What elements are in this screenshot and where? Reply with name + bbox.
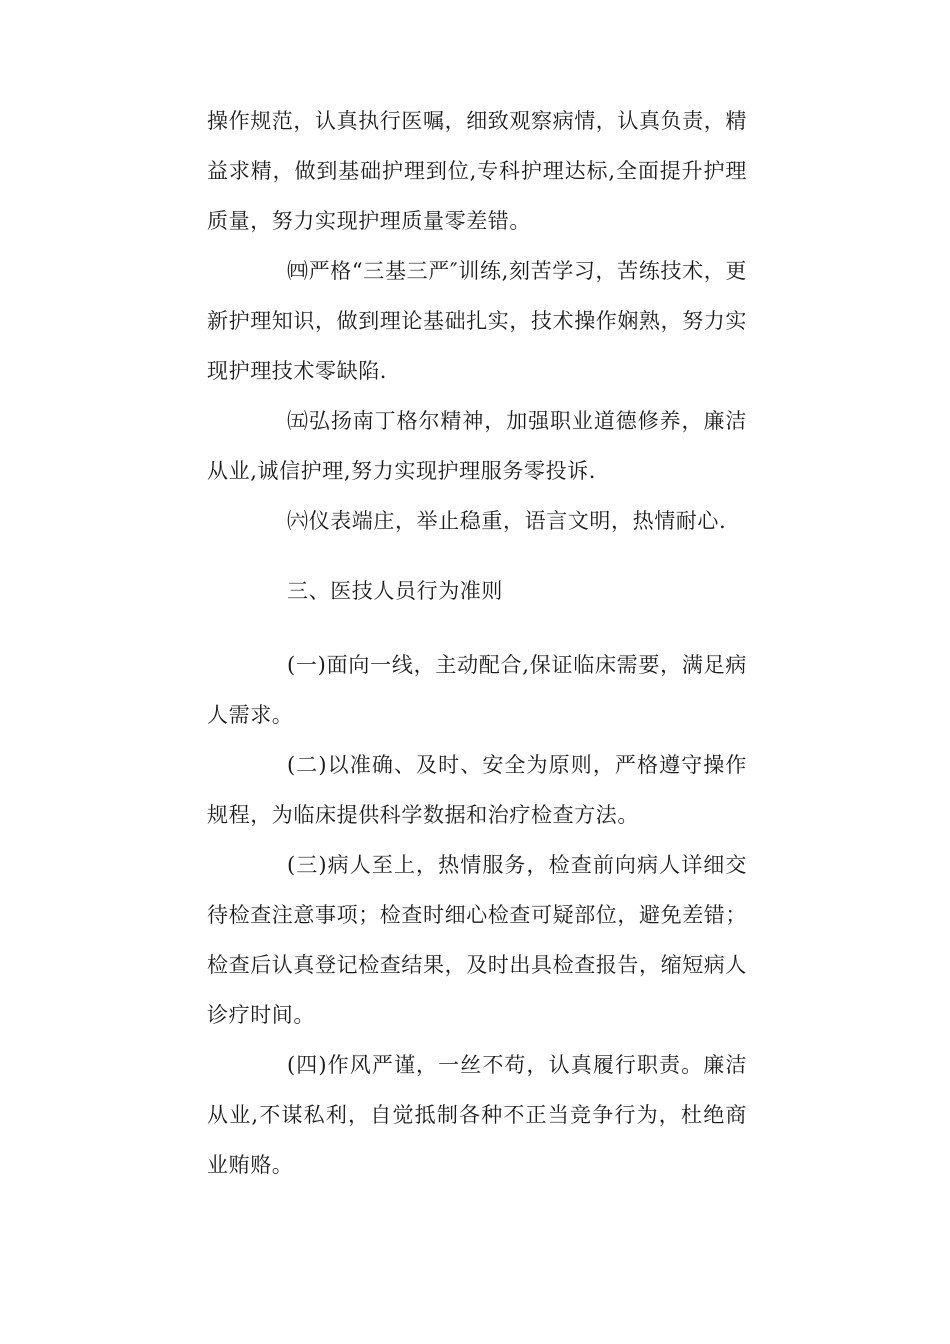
paragraph-a4: ㈥仪表端庄，举止稳重，语言文明，热情耐心. — [287, 509, 727, 533]
section-heading: 三、医技人员行为准则 — [287, 579, 503, 603]
paragraph-a3: ㈤弘扬南丁格尔精神，加强职业道德修养，廉洁从业,诚信护理,努力实现护理服务零投诉. — [207, 409, 747, 483]
paragraph-a1: 操作规范，认真执行医嘱，细致观察病情，认真负责，精益求精，做到基础护理到位,专科护理达标,全面提升护理质量，努力实现护理质量零差错。 — [207, 109, 747, 233]
paragraph-a2: ㈣严格“三基三严″训练,刻苦学习，苦练技术，更新护理知识，做到理论基础扎实，技术操作娴熟，努力实现护理技术零缺陷. — [207, 259, 747, 383]
paragraph-b4: (四)作风严谨，一丝不苟，认真履行职责。廉洁从业,不谋私利，自觉抵制各种不正当竞争行为，杜绝商业贿赂。 — [207, 1053, 747, 1177]
paragraph-b3: (三)病人至上，热情服务，检查前向病人详细交待检查注意事项；检查时细心检查可疑部位，避免差错；检查后认真登记检查结果，及时出具检查报告，缩短病人诊疗时间。 — [207, 853, 747, 1027]
section-b-body — [207, 640, 747, 1190]
paragraph-b2: (二)以准确、及时、安全为原则，严格遵守操作规程，为临床提供科学数据和治疗检查方法。 — [207, 753, 747, 827]
paragraph-b1: (一)面向一线，主动配合,保证临床需要，满足病人需求。 — [207, 653, 747, 727]
section-a-body — [207, 96, 747, 546]
